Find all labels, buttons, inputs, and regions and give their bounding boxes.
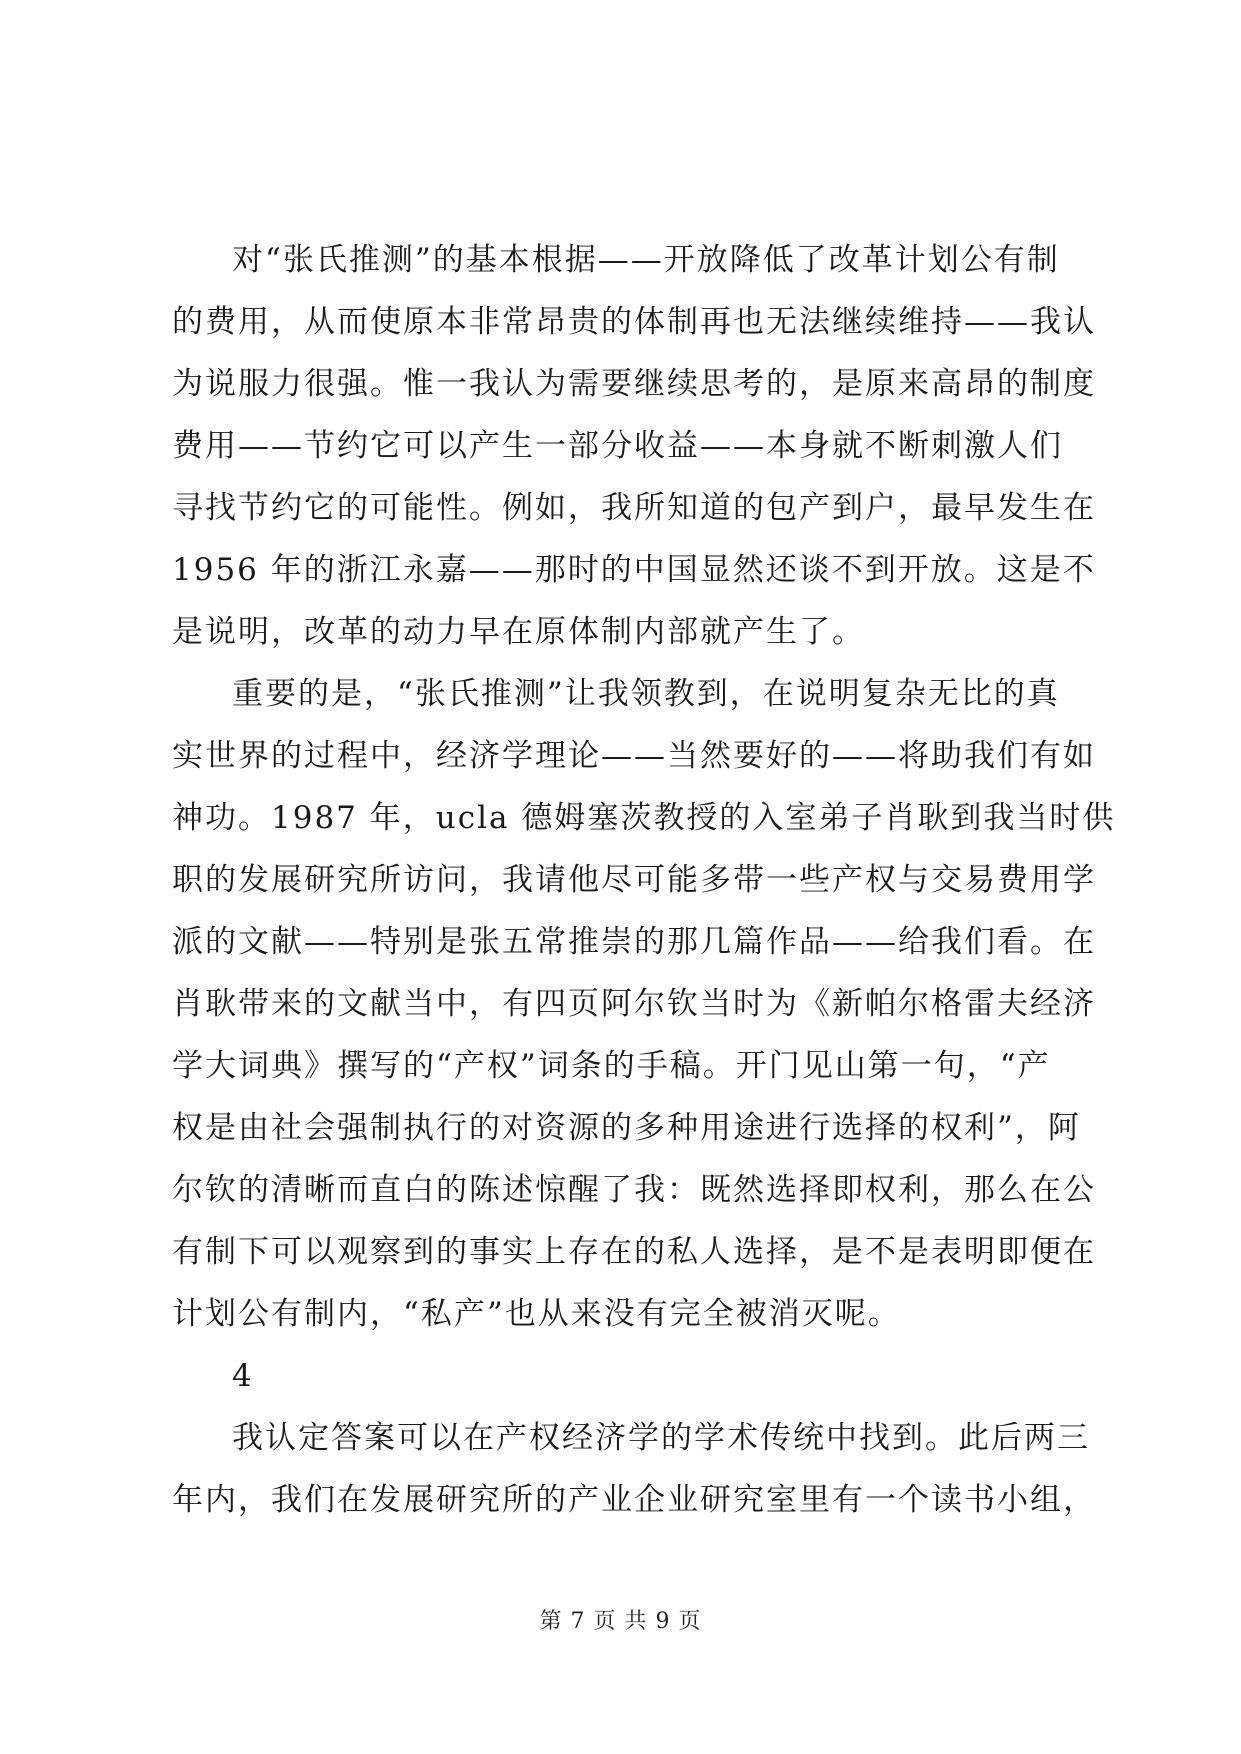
paragraph-2-line-3: 神功。1987 年，ucla 德姆塞茨教授的入室弟子肖耿到我当时供 [172,800,1116,836]
paragraph-2-line-8: 权是由社会强制执行的对资源的多种用途进行选择的权利”，阿 [172,1110,1081,1146]
paragraph-2-line-6: 肖耿带来的文献当中，有四页阿尔钦当时为《新帕尔格雷夫经济 [172,986,1096,1022]
section-number: 4 [232,1358,254,1394]
paragraph-1-line-6: 1956 年的浙江永嘉——那时的中国显然还谈不到开放。这是不 [172,552,1096,588]
paragraph-3-line-1: 我认定答案可以在产权经济学的学术传统中找到。此后两三 [232,1420,1090,1456]
paragraph-3-line-2: 年内，我们在发展研究所的产业企业研究室里有一个读书小组， [172,1482,1096,1518]
paragraph-1-line-4: 费用——节约它可以产生一部分收益——本身就不断刺激人们 [172,428,1063,464]
paragraph-2-line-11: 计划公有制内，“私产”也从来没有完全被消灭呢。 [172,1296,901,1332]
paragraph-1-line-5: 寻找节约它的可能性。例如，我所知道的包产到户，最早发生在 [172,490,1096,526]
paragraph-1-line-3: 为说服力很强。惟一我认为需要继续思考的，是原来高昂的制度 [172,366,1096,402]
paragraph-1-line-7: 是说明，改革的动力早在原体制内部就产生了。 [172,614,865,650]
paragraph-2-line-9: 尔钦的清晰而直白的陈述惊醒了我：既然选择即权利，那么在公 [172,1172,1096,1208]
paragraph-2-line-7: 学大词典》撰写的“产权”词条的手稿。开门见山第一句，“产 [172,1048,1051,1084]
paragraph-2-line-2: 实世界的过程中，经济学理论——当然要好的——将助我们有如 [172,738,1096,774]
paragraph-2-line-10: 有制下可以观察到的事实上存在的私人选择，是不是表明即便在 [172,1234,1096,1270]
paragraph-2-line-1: 重要的是，“张氏推测”让我领教到，在说明复杂无比的真 [232,676,1060,712]
paragraph-2-line-5: 派的文献——特别是张五常推崇的那几篇作品——给我们看。在 [172,924,1096,960]
paragraph-1-line-1: 对“张氏推测”的基本根据——开放降低了改革计划公有制 [232,242,1060,278]
paragraph-1-line-2: 的费用，从而使原本非常昂贵的体制再也无法继续维持——我认 [172,304,1096,340]
document-body [172,229,1116,1531]
paragraph-2-line-4: 职的发展研究所访问，我请他尽可能多带一些产权与交易费用学 [172,862,1096,898]
page-footer: 第 7 页 共 9 页 [539,1609,702,1634]
